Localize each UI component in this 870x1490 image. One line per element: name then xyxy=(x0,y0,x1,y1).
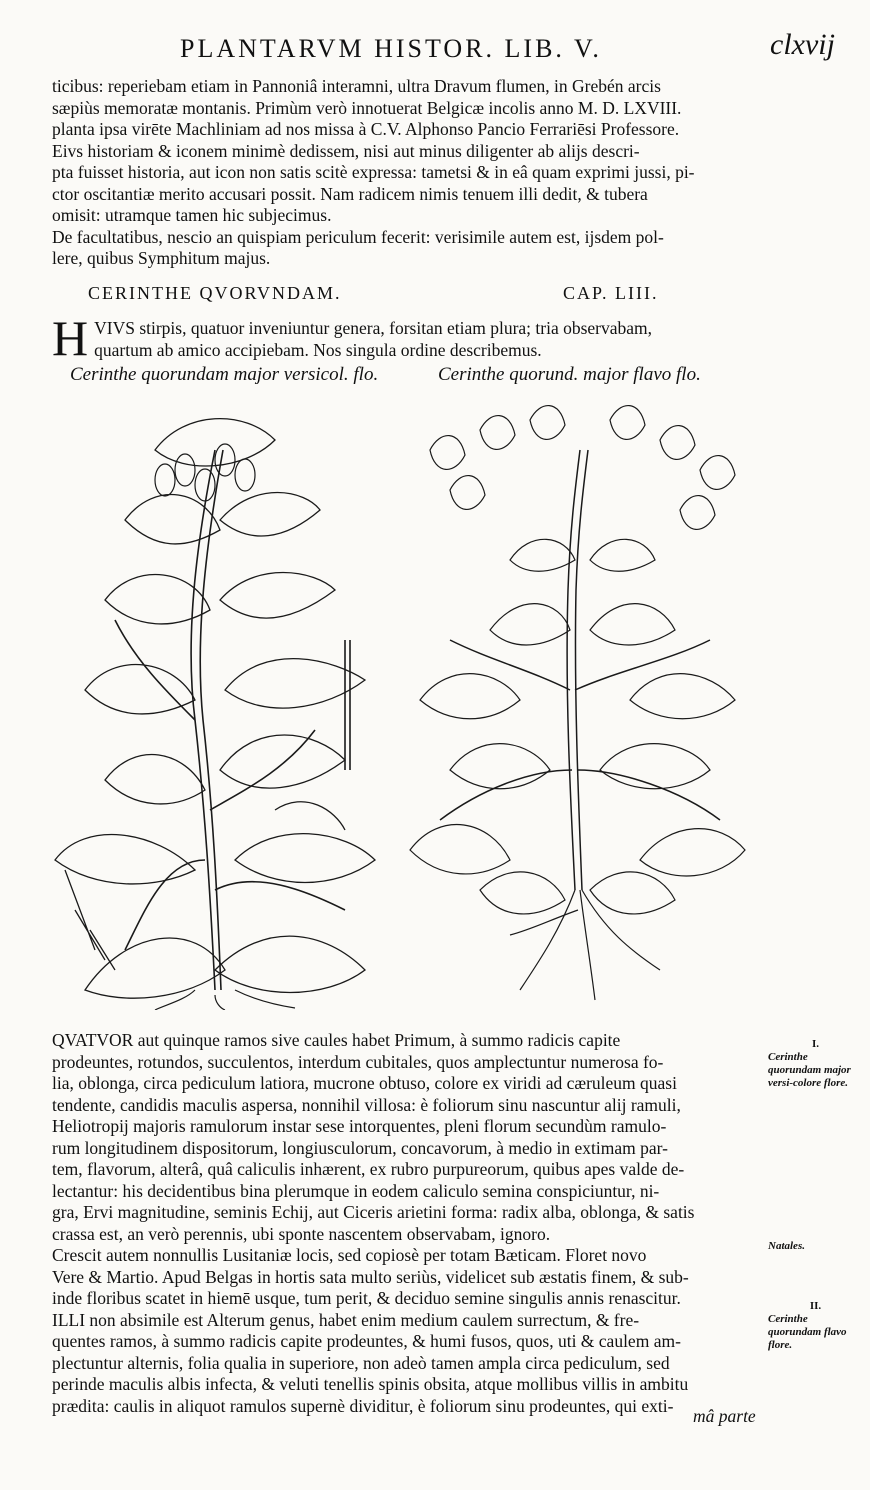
body-paragraphs xyxy=(52,1030,757,1417)
text-line: ticibus: reperiebam etiam in Pannoniâ interamni, ultra Dravum flumen, in Grebén arcis xyxy=(52,76,661,96)
plant-leaves xyxy=(55,419,375,999)
plant-stem xyxy=(440,450,720,890)
caption-right: Cerinthe quorund. major flavo flo. xyxy=(438,364,701,385)
chapter-heading xyxy=(88,283,688,304)
text-line: lectantur: his decidentibus bina plerumque in eodem caliculo semina conspiciuntur, ni- xyxy=(52,1180,660,1201)
text-line: ILLI non absimile est Alterum genus, habet enim medium caulem surrectum, & fre- xyxy=(52,1309,640,1330)
text-line: tendente, candidis maculis aspersa, nonnihil villosa: è foliorum sinu nascuntur alij ramuli, xyxy=(52,1094,681,1115)
text-line: Eivs historiam & iconem minimè dedissem, nisi aut minus diligenter ab alijs descri- xyxy=(52,140,640,161)
margin-note-text: Cerinthe quorundam flavo flore. xyxy=(768,1313,847,1351)
text-line: quartum ab amico accipiebam. Nos singula ordine describemus. xyxy=(94,339,542,360)
text-line: QVATVOR aut quinque ramos sive caules habet Primum, à summo radicis capite xyxy=(52,1030,621,1050)
text-line: rum longitudinem dispositorum, longiusculorum, concavorum, à medio in extimam par- xyxy=(52,1137,668,1158)
chapter-title: CERINTHE QVORVNDAM. xyxy=(88,283,342,303)
text-line: crassa est, an verò perennis, ubi sponte nascentem observabam, ignoro. xyxy=(52,1223,551,1244)
plant-flowers xyxy=(155,444,255,501)
margin-note-2 xyxy=(768,1300,863,1352)
running-header xyxy=(180,28,835,64)
text-line: sæpiùs memoratæ montanis. Primùm verò innotuerat Belgicæ incolis anno M. D. LXVIII. xyxy=(52,97,682,118)
plant-leaves xyxy=(410,539,745,914)
folio-number: clxvij xyxy=(770,28,835,61)
margin-note-number: I. xyxy=(811,1038,820,1050)
margin-note-natales xyxy=(768,1240,863,1253)
margin-note-1 xyxy=(768,1038,863,1090)
margin-note-number: II. xyxy=(809,1300,822,1312)
text-line: tem, flavorum, alterâ, quâ caliculis inhærent, ex rubro purpureorum, quibus apes valde de- xyxy=(52,1159,685,1179)
text-line: plectuntur alternis, folia qualia in superiore, non adeò tamen ampla circa pediculum, sed xyxy=(52,1352,670,1373)
caption-left: Cerinthe quorundam major versicol. flo. xyxy=(70,364,379,385)
text-line: lia, oblonga, circa pediculum latiora, mucrone obtuso, colore ex viridi ad cæruleum quasi xyxy=(52,1073,677,1093)
text-line: Vere & Martio. Apud Belgas in hortis sata multo seriùs, videlicet sub æstatis finem, & sub- xyxy=(52,1266,689,1287)
text-line: prodeuntes, rotundos, succulentos, interdum cubitales, quos amplectuntur numerosa fo- xyxy=(52,1051,664,1072)
text-line: Heliotropij majoris ramulorum instar sese intorquentes, pleni florum secundùm ramulo- xyxy=(52,1116,667,1136)
running-title: PLANTARVM HISTOR. LIB. V. xyxy=(180,34,602,63)
text-line: inde floribus scatet in hiemē usque, tum perit, & deciduo semine singulis annis renascitur. xyxy=(52,1288,681,1308)
drop-capital: H xyxy=(52,310,89,366)
catchword: mâ parte xyxy=(693,1406,756,1426)
chapter-number: CAP. LIII. xyxy=(563,283,659,303)
text-line: planta ipsa virēte Machliniam ad nos missa à C.V. Alphonso Pancio Ferrariēsi Professore. xyxy=(52,119,680,139)
plant-roots xyxy=(510,890,660,1000)
text-line: perinde maculis albis infecta, & veluti tenellis spinis obsita, atque mollibus villis in ambitu xyxy=(52,1374,689,1394)
text-line: gra, Ervi magnitudine, seminis Echij, aut Ciceris arietini forma: radix alba, oblonga, & satis xyxy=(52,1202,695,1222)
woodcut-illustration-left xyxy=(45,390,380,1010)
text-line: quentes ramos, à summo radicis capite prodeuntes, & humi fusos, quos, uti & caulem am- xyxy=(52,1331,681,1351)
text-line: ctor oscitantiæ merito accusari possit. Nam radicem nimis tenuem illi dedit, & tubera xyxy=(52,183,648,204)
text-line: lere, quibus Symphitum majus. xyxy=(52,248,271,268)
text-line: prædita: caulis in aliquot ramulos supernè dividitur, è foliorum sinu prodeuntes, qui exti- xyxy=(52,1395,674,1416)
chapter-intro xyxy=(52,310,757,366)
plant-stem xyxy=(115,450,350,990)
text-line: Crescit autem nonnullis Lusitaniæ locis, sed copiosè per totam Bæticam. Floret novo xyxy=(52,1245,647,1265)
intro-paragraph xyxy=(52,76,757,270)
margin-note-text: Cerinthe quorundam major versi-colore flore. xyxy=(768,1051,851,1089)
text-line: VIVS stirpis, quatuor inveniuntur genera, forsitan etiam plura; tria observabam, xyxy=(94,318,653,338)
text-line: omisit: utramque tamen hic subjecimus. xyxy=(52,205,332,225)
margin-note-text: Natales. xyxy=(768,1240,805,1252)
plant-flowers xyxy=(430,406,735,530)
text-line: De facultatibus, nescio an quispiam periculum fecerit: verisimile autem est, ijsdem pol- xyxy=(52,226,664,247)
woodcut-illustration-right xyxy=(390,390,760,1005)
text-line: pta fuisset historia, aut icon non satis scitè expressa: tametsi & in eâ quam exprimi jussi, pi- xyxy=(52,162,695,182)
